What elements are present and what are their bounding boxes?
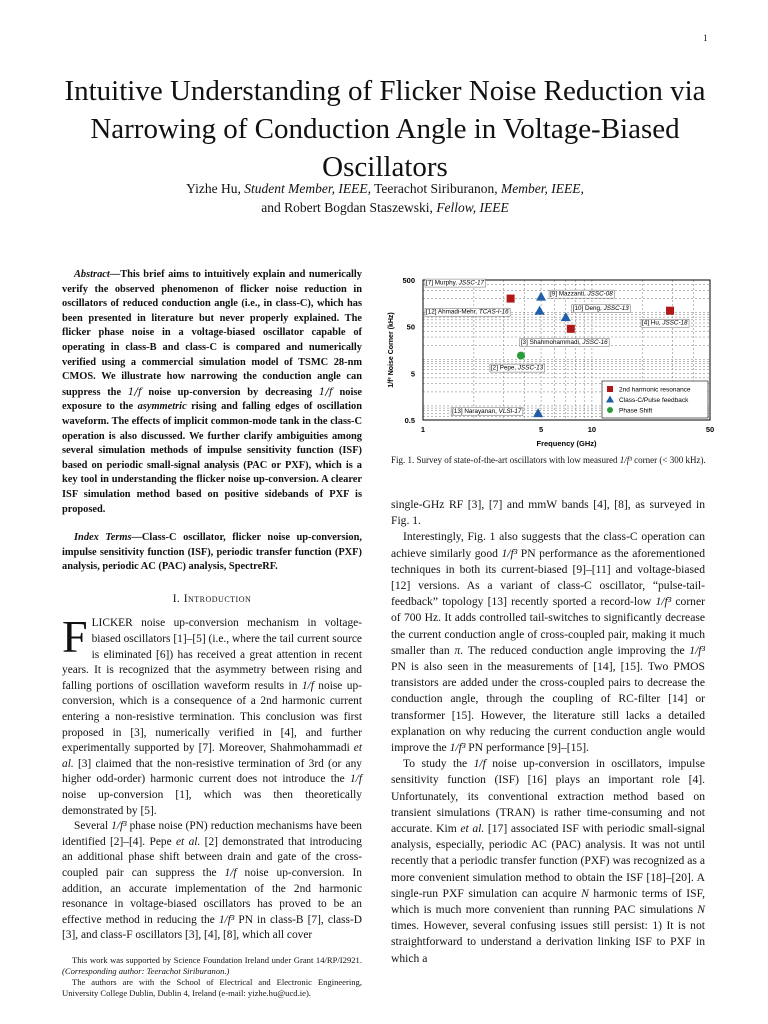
data-point-circle [517, 352, 525, 360]
body-text: Interestingly, Fig. 1 also suggests that the class-C operation can achieve similarly good [391, 530, 705, 560]
body-text: times. However, several confusing issues still persist: 1) It is not straightforward to understand a derivation linking ISF to PXF in which a [391, 919, 705, 965]
body-text: Several [74, 820, 112, 833]
body-text: PN performance [9]–[15]. [465, 741, 589, 755]
index-terms-lead: Index Terms [74, 532, 132, 544]
data-point-triangle [536, 292, 546, 301]
author-name: Yizhe Hu, [186, 181, 241, 196]
intro-paragraph-1 [62, 611, 362, 819]
caption-text: Survey of state-of-the-art oscillators with low measured [416, 455, 620, 465]
right-column [391, 497, 705, 967]
drop-cap: F [62, 611, 88, 663]
data-point-label: [9] Mazzanti, JSSC-08 [550, 290, 613, 298]
abstract-text: noise up-conversion by decreasing [141, 386, 319, 398]
legend-label: 2nd harmonic resonance [619, 386, 691, 394]
abstract-text: —This brief aims to intuitively explain and numerically verify the observed phenomenon of flicker noise reduction in oscillators of reduced conduction angle (i.e., in class-C), which has been presented in literature but never properly explained. The flicker phase noise in a voltage-biased oscillator capable of operating in class-B and class-C is compared and numerically verified using a commercial simulation model of TSMC 28-nm CMOS. We illustrate how narrowing the conduction angle can suppress the [62, 269, 362, 398]
math-inline: 1/f³ [449, 741, 466, 755]
author-role: Member, IEEE, [501, 181, 584, 196]
math-inline: 1/f [349, 773, 362, 786]
body-text: noise up-conversion in oscillators, impulse sensitivity function (ISF) [16] plays an important role [4]. Unfortunately, its conventional extraction method based on transient simulations (TRAN) is rather time-consuming and not accurate. Kim [391, 757, 705, 836]
body-text: PN performance as the aforementioned techniques in both its current-biased [9]–[11] and voltage-biased [12] versions. As a variant of class-C oscillator, “pulse-tail-feedback” topology [13] recently sported a record-low [391, 546, 705, 609]
data-point-label: [2] Pepe, JSSC-13 [490, 364, 544, 372]
data-point-label: [10] Deng, JSSC-13 [572, 305, 629, 313]
right-paragraph-2 [391, 756, 705, 967]
abstract-text: rising and falling edges of oscillation waveform. The effects of implicit common-mode tank in the class-C operation is also discussed. We further clarify ambiguities among several simulation methods of impulse sensitivity function (ISF) based on periodic small-signal analysis (PAC or PXF), which is a key tool in understanding the flicker noise up-conversion. A clearer ISF simulation method based on positive sidebands of PXF is proposed. [62, 401, 362, 515]
data-point-label: [12] Ahmadi-Mehr, TCAS-I-16 [426, 308, 509, 316]
footnote-text: This work was supported by Science Foundation Ireland under Grant 14/RP/I2921. [72, 954, 362, 965]
math-inline: N [697, 903, 705, 917]
body-text: . The reduced conduction angle improving the [460, 643, 690, 657]
math-inline: π [454, 643, 461, 657]
paper-title: Intuitive Understanding of Flicker Noise Reduction via Narrowing of Conduction Angle in Voltage-Biased Oscillators [64, 75, 706, 183]
figure-label: Fig. 1. [391, 455, 415, 465]
body-text: noise up-conversion. In addition, an accurate implementation of the 2nd harmonic resonance in voltage-biased oscillators has proved to be an effective method in reducing the [62, 866, 362, 926]
page-number: 1 [703, 33, 708, 43]
body-text: corner of 700 Hz. It adds controlled tail-switches to significantly decrease the current conduction angle of cross-coupled pair, making it much smaller than [391, 595, 705, 657]
data-point-label: [13] Narayanan, VLSI-17 [452, 408, 522, 416]
footnote-text: (Corresponding author: Teerachot Siriburanon.) [62, 965, 230, 976]
author-name: Teerachot Siriburanon, [374, 181, 498, 196]
author-line-1 [40, 179, 730, 198]
x-tick-label: 50 [705, 425, 715, 434]
data-point-triangle [535, 306, 545, 315]
data-point-triangle [561, 312, 571, 321]
math-inline: 1/f [127, 385, 142, 398]
et-al: et al. [460, 822, 485, 836]
math-inline: 1/f³ [501, 546, 518, 560]
body-text: noise up-conversion [1], which was then theoretically demonstrated by [5]. [62, 789, 362, 817]
y-tick-label: 500 [402, 276, 415, 285]
y-tick-label: 5 [410, 369, 415, 379]
author-list [40, 179, 730, 217]
footnote-funding [62, 955, 362, 977]
x-tick-label: 5 [538, 425, 544, 434]
author-role: Student Member, IEEE, [244, 181, 371, 196]
index-terms-text: —Class-C oscillator, flicker noise up-conversion, impulse sensitivity function (ISF), periodic transfer function (PXF) analysis, periodic AC (PAC) analysis, SpectreRF. [62, 532, 362, 573]
data-point-label: [4] Hu, JSSC-18 [642, 319, 688, 327]
data-point-label: [7] Murphy, JSSC-17 [426, 279, 484, 287]
y-tick-label: 0.5 [404, 416, 415, 425]
body-text: PN in class-B [7], class-D [3], and class-F oscillators [3], [4], [8], which all cover [62, 913, 362, 942]
intro-paragraph-2 [62, 819, 362, 944]
body-text: [17] associated ISF with periodic small-signal analysis, especially, periodic AC (PAC) analysis. It was not until recently that a periodic transfer function (PXF) was recognized as a more convenient simulation method to obtain the ISF [18]–[20]. A single-run PXF simulation can acquire [391, 822, 705, 900]
math-inline: 1/f [318, 385, 333, 398]
et-al: et al. [62, 742, 362, 770]
math-inline: 1/f³ [689, 643, 705, 657]
abstract [62, 268, 362, 517]
legend-label: Phase Shift [619, 407, 653, 415]
data-point-square [567, 325, 575, 333]
math-inline: 1/f³ [655, 595, 672, 609]
abstract-text: noise exposure to the [62, 386, 362, 413]
abstract-emphasis: asymmetric [137, 401, 187, 413]
caption-text: corner (< 300 kHz). [631, 455, 706, 465]
math-inline: 1/f³ [619, 455, 632, 465]
right-paragraph-0: single-GHz RF [3], [7] and mmW bands [4], [8], as surveyed in Fig. 1. [391, 498, 705, 528]
body-text: To study the [403, 757, 474, 771]
data-point-square [507, 295, 515, 303]
x-axis-label: Frequency (GHz) [536, 439, 597, 448]
body-text: LICKER noise up-conversion mechanism in voltage-biased oscillators [1]–[5] (i.e., where the tail current source is eliminated [6]) has received a great attention in recent years. It is recognized that the asymmetry between rising and falling portions of oscillation waveform results in [62, 617, 362, 692]
data-point-label: [3] Shahmohammadi, JSSC-16 [520, 338, 608, 346]
body-text: [2] demonstrated that introducing an additional phase shift between drain and gate of the cross-coupled pair can suppress the [62, 835, 362, 879]
y-tick-label: 50 [406, 322, 415, 332]
index-terms [62, 531, 362, 575]
math-inline: N [581, 886, 589, 900]
y-axis-label: 1/f³ Noise Corner (kHz) [388, 312, 395, 388]
math-inline: 1/f [473, 757, 486, 771]
section-heading: I. Introduction [172, 592, 252, 605]
x-tick-label: 1 [420, 425, 426, 434]
right-paragraph-1 [391, 529, 705, 756]
et-al: et al. [176, 835, 201, 848]
legend-marker-square [607, 386, 613, 392]
math-inline: 1/f [224, 866, 237, 879]
body-text: harmonic terms of ISF, which is much more convenient than running PAC simulations [391, 886, 705, 917]
x-tick-label: 10 [587, 425, 597, 434]
figure-caption [391, 455, 711, 467]
legend-label: Class-C/Pulse feedback [619, 397, 689, 404]
math-inline: 1/f³ [111, 820, 127, 833]
body-text: [3] claimed that the non-resistive termination of 3rd (or any higher odd-order) harmonic current does not introduce the [62, 757, 362, 786]
data-point-triangle [533, 408, 543, 417]
legend-marker-circle [607, 407, 613, 413]
left-column [62, 268, 362, 999]
body-text: noise up-conversion, which is a consequence of a 2nd harmonic current entering a non-resistive termination. This conclusion was first proposed in [3], numerically verified in [4], and further experimentally supported by [7]. Moreover, Shahmohammadi [62, 679, 362, 755]
body-text: PN is also seen in the measurements of [14], [15]. Two PMOS transistors are added under the cross-coupled pairs to decrease the conduction angle, through the coupling of RC-filter [14] or transformer [15]. However, the literature still lacks a detailed explanation on why reducing the current conduction angle would improve the [391, 660, 705, 755]
author-name: and Robert Bogdan Staszewski, [261, 200, 433, 215]
author-line-2 [40, 198, 730, 217]
math-inline: 1/f [301, 679, 314, 692]
author-role: Fellow, IEEE [436, 200, 509, 215]
data-point-square [666, 307, 674, 315]
body-text: phase noise (PN) reduction mechanisms have been identified [2]–[4]. Pepe [62, 820, 362, 848]
math-inline: 1/f³ [218, 913, 235, 926]
footnote-affiliation: The authors are with the School of Electrical and Electronic Engineering, University College Dublin, Dublin 4, Ireland (e-mail: yizhe.hu@ucd.ie). [62, 976, 362, 998]
abstract-lead: Abstract [74, 269, 110, 280]
